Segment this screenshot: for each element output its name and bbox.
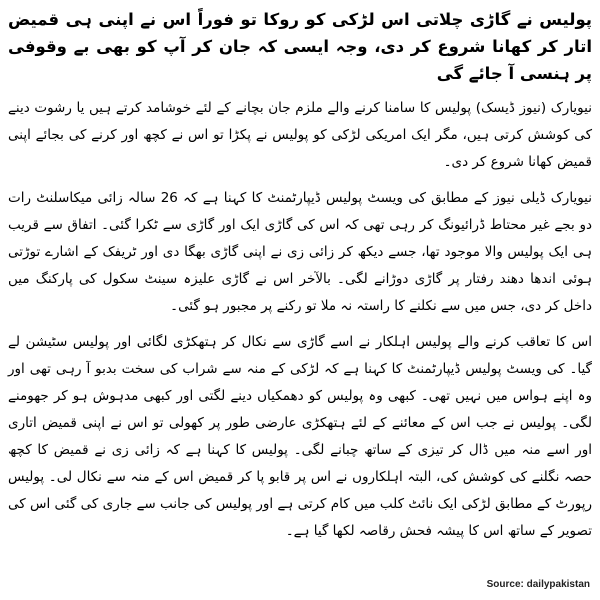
source-credit: Source: dailypakistan bbox=[486, 579, 590, 590]
article-paragraph-2: نیویارک ڈیلی نیوز کے مطابق کی ویسٹ پولیس ڈیپارٹمنٹ کا کہنا ہے کہ 26 سالہ زائی میکاسلنٹ رات دو بجے غیر محتاط ڈرائیونگ کر رہی تھی کہ اس کی گاڑی ایک اور گاڑی سے ٹکرا گئی۔ اتفاق سے قریب ہی ایک پولیس والا موجود تھا، جسے دیکھ کر زائی زی نے اپنی گاڑی بھگا دی اور ٹریفک کے اشارے توڑتی ہوئی اندھا دھند رفتار پر گاڑی دوڑانے لگی۔ بالآخر اس نے گاڑی علیزہ سینٹ سکول کی پارکنگ میں داخل کر دی، جس میں سے نکلنے کا راستہ نہ ملا تو رکنے پر مجبور ہو گئی۔ bbox=[8, 190, 593, 314]
article-paragraph-1: نیویارک (نیوز ڈیسک) پولیس کا سامنا کرنے والے ملزم جان بچانے کے لئے خوشامد کرتے ہیں یا رشوت دینے کی کوشش کرتی ہیں، مگر ایک امریکی لڑکی کو پولیس نے پکڑا تو اس نے کچھ اور کرنے کی بجائے اپنی قمیض کھانا شروع کر دی۔ bbox=[8, 100, 592, 170]
article-paragraph-3: اس کا تعاقب کرنے والے پولیس اہلکار نے اسے گاڑی سے نکال کر ہتھکڑی لگائی اور پولیس سٹیشن لے گیا۔ کی ویسٹ پولیس ڈیپارٹمنٹ کا کہنا ہے کہ لڑکی کے منہ سے شراب کی سخت بدبو آ رہی تھی اور وہ اپنے ہواس میں نہیں تھی۔ کبھی وہ پولیس کو دھمکیاں دینے لگتی اور کبھی مدہوش ہو کر جھومنے لگی۔ پولیس نے جب اس کے معائنے کے لئے ہتھکڑی عارضی طور پر کھولی تو اس نے اپنی قمیض اتاری اور اسے منہ میں ڈال کر تیزی کے ساتھ چبانے لگی۔ پولیس کا کہنا ہے کہ زائی زی نے قمیض کا کچھ حصہ نگلنے کی کوشش کی، البتہ اہلکاروں نے اس پر قابو پا کر قمیض اس کے منہ سے نکال لی۔ پولیس رپورٹ کے مطابق لڑکی ایک نائٹ کلب میں کام کرتی ہے اور پولیس کی جانب سے جاری کی گئی اس کی تصویر کے ساتھ اس کا پیشہ فحش رقاصہ لکھا گیا ہے۔ bbox=[8, 334, 592, 539]
article bbox=[8, 2, 592, 554]
article-headline: پولیس نے گاڑی چلاتی اس لڑکی کو روکا تو فوراً اس نے اپنی ہی قمیض اتار کر کھانا شروع کر دی، وجہ ایسی کہ جان کر آپ کو بھی بے وقوفی پر ہنسی آ جائے گی bbox=[8, 10, 592, 83]
